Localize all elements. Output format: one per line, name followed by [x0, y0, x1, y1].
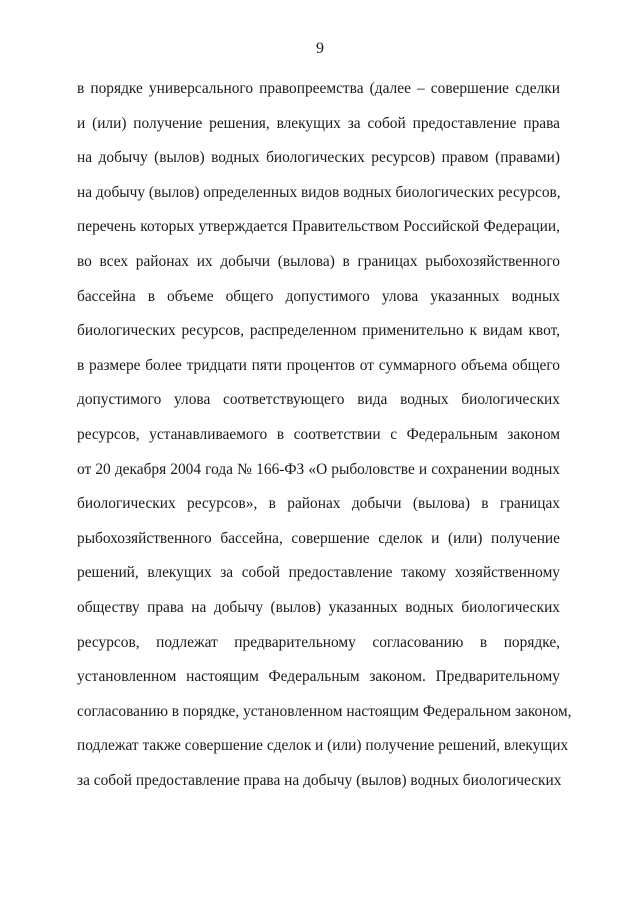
text-line: ресурсов, подлежат предварительному согласованию в порядке, [77, 633, 560, 651]
text-line: и (или) получение решения, влекущих за собой предоставление права [77, 114, 560, 132]
text-line: в размере более тридцати пяти процентов от суммарного объема общего [77, 356, 560, 374]
text-line: на добычу (вылов) определенных видов водных биологических ресурсов, [77, 183, 561, 201]
text-line: во всех районах их добычи (вылова) в границах рыбохозяйственного [77, 252, 560, 270]
text-line: в порядке универсального правопреемства (далее – совершение сделки [77, 80, 560, 97]
text-line: биологических ресурсов», в районах добычи (вылова) в границах [77, 495, 560, 513]
text-line: ресурсов, устанавливаемого в соответствии с Федеральным законом [77, 425, 560, 443]
text-line: допустимого улова соответствующего вида водных биологических [77, 391, 560, 409]
text-line: согласованию в порядке, установленном настоящим Федеральном законом, [77, 702, 572, 720]
text-line: рыбохозяйственного бассейна, совершение сделок и (или) получение [77, 529, 560, 547]
text-line: перечень которых утверждается Правительством Российской Федерации, [77, 218, 560, 236]
text-line: бассейна в объеме общего допустимого улова указанных водных [77, 287, 560, 305]
text-line: за собой предоставление права на добычу (вылов) водных биологических [77, 771, 562, 789]
page-number: 9 [316, 40, 324, 57]
text-line: обществу права на добычу (вылов) указанных водных биологических [77, 598, 560, 616]
text-line: установленном настоящим Федеральным законом. Предварительному [77, 668, 560, 686]
text-line: решений, влекущих за собой предоставление такому хозяйственному [77, 564, 560, 582]
body-text [77, 72, 572, 798]
text-line: на добычу (вылов) водных биологических ресурсов) правом (правами) [77, 149, 560, 167]
text-line: подлежат также совершение сделок и (или) получение решений, влекущих [77, 737, 569, 755]
text-line: биологических ресурсов, распределенном применительно к видам квот, [77, 322, 560, 340]
text-line: от 20 декабря 2004 года № 166-ФЗ «О рыболовстве и сохранении водных [77, 460, 560, 478]
